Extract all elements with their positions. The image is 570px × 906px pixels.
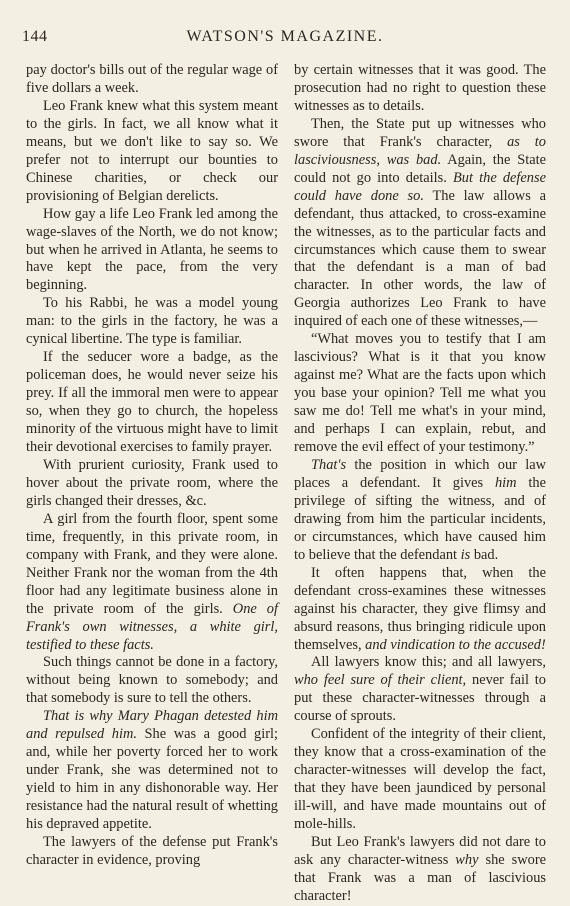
text-run: “What moves you to testify that I am lascivious? What is it that you know against me? What are the facts upon which you base your opinion? Tell me what you saw me do! Tell me what's in your mind, and perhaps I can explain, rebut, and remove the evil effect of your testimony.” [294,331,546,456]
left-column [26,62,278,870]
text-run: Again, the State could not go into details. [294,151,546,186]
text-run: she swore that Frank was a man of lascivious character! [294,851,546,904]
italic-text: is [460,546,471,563]
running-title: WATSON'S MAGAZINE. [186,28,384,45]
text-run: pay doctor's bills out of the regular wage of five dollars a week. [26,62,278,96]
text-run: The law allows a defendant, thus attacked, to cross-examine the witnesses, as to the particular facts and circumstances which cause them to swear that the defendant is a man of bad character. In other words, the law of Georgia authorizes Leo Frank to have inquired of each one of these witnesses,— [294,187,546,330]
paragraph [294,116,546,331]
paragraph [294,834,546,906]
paragraph [26,295,278,349]
text-run: To his Rabbi, he was a model young man: to the girls in the factory, he was a cynical libertine. The type is familiar. [26,295,278,348]
text-run: A girl from the fourth floor, spent some time, frequently, in this private room, in company with Frank, and they were alone. Neither Frank nor the woman from the 4th floor had any legitimate business alone in the private room of the girls. [26,510,278,617]
text-run: But Leo Frank's lawyers did not dare to ask any character-witness [294,833,546,868]
text-run: The lawyers of the defense put Frank's character in evidence, proving [26,833,278,868]
text-run: Then, the State put up witnesses who swore that Frank's character, [294,115,546,150]
page-header [22,28,548,50]
text-run: the privilege of sifting the witness, and of drawing from him the particular incidents, or circumstances, which have caused him to believe that the defendant [294,474,546,563]
paragraph [26,834,278,870]
text-run: If the seducer wore a badge, as the policeman does, he would never seize his prey. If all the immoral men were to appear so, when they go to church, the hopeless minority of the virtuous might have to limit their devotional exercises to family prayer. [26,349,278,456]
paragraph [26,349,278,457]
text-run: It often happens that, when the defendant cross-examines these witnesses against his character, they give flimsy and absurd reasons, thus bringing ridicule upon themselves, [294,564,546,653]
paragraph [294,62,546,116]
italic-text: and vindication to the accused! [365,636,546,653]
paragraph [294,565,546,655]
text-run: never fail to put these character-witnesses through a course of sprouts. [294,672,547,725]
text-run: Leo Frank knew what this system meant to the girls. In fact, we all know what it means, but we don't like to say so. We prefer not to interrupt our bounties to Chinese charities, or check our provisioning of Belgian derelicts. [26,97,278,204]
paragraph [26,654,278,708]
italic-text: him [494,474,517,491]
paragraph [26,62,278,98]
paragraph [26,708,278,834]
italic-text: who feel sure of their client, [294,672,467,689]
text-run: With prurient curiosity, Frank used to hover about the private room, where the girls changed their dresses, &c. [26,456,278,509]
text-run: All lawyers know this; and all lawyers, [311,654,546,671]
italic-text: That's [311,456,347,473]
paragraph [294,457,546,565]
italic-text: That is why Mary Phagan detested him and repulsed him. [26,708,278,743]
text-run: She was a good girl; and, while her poverty forced her to work under Frank, she was determined not to yield to him in any dishonorable way. Her resistance had the natural result of whetting his depraved appetite. [26,726,278,833]
paragraph [294,654,546,726]
page-number: 144 [22,28,48,45]
paragraph [26,206,278,296]
text-run: by certain witnesses that it was good. The prosecution had no right to question these witnesses as to details. [294,62,546,114]
paragraph [294,726,546,834]
text-run: bad. [470,546,499,563]
italic-text: why [455,851,479,868]
right-column [294,62,546,906]
text-run: the position in which our law places a defendant. It gives [294,456,546,491]
paragraph [26,457,278,511]
italic-text: as to lasciviousness, was bad. [294,133,546,168]
paragraph [26,98,278,206]
italic-text: One of Frank's own witnesses, a white girl, testified to these facts. [26,600,278,653]
text-run: Such things cannot be done in a factory, without being known to somebody; and that somebody is sure to tell the others. [26,654,278,707]
paragraph [294,331,546,457]
text-run: How gay a life Leo Frank led among the wage-slaves of the North, we do not know; but when he arrived in Atlanta, he seems to have kept the pace, from the very beginning. [26,205,278,294]
paragraph [26,511,278,655]
italic-text: But the defense could have done so. [294,169,546,204]
text-run: Confident of the integrity of their client, they know that a cross-examination of the character-witnesses will develop the fact, that they have been jaundiced by personal ill-will, and have made mountains out of mole-hills. [294,726,546,833]
